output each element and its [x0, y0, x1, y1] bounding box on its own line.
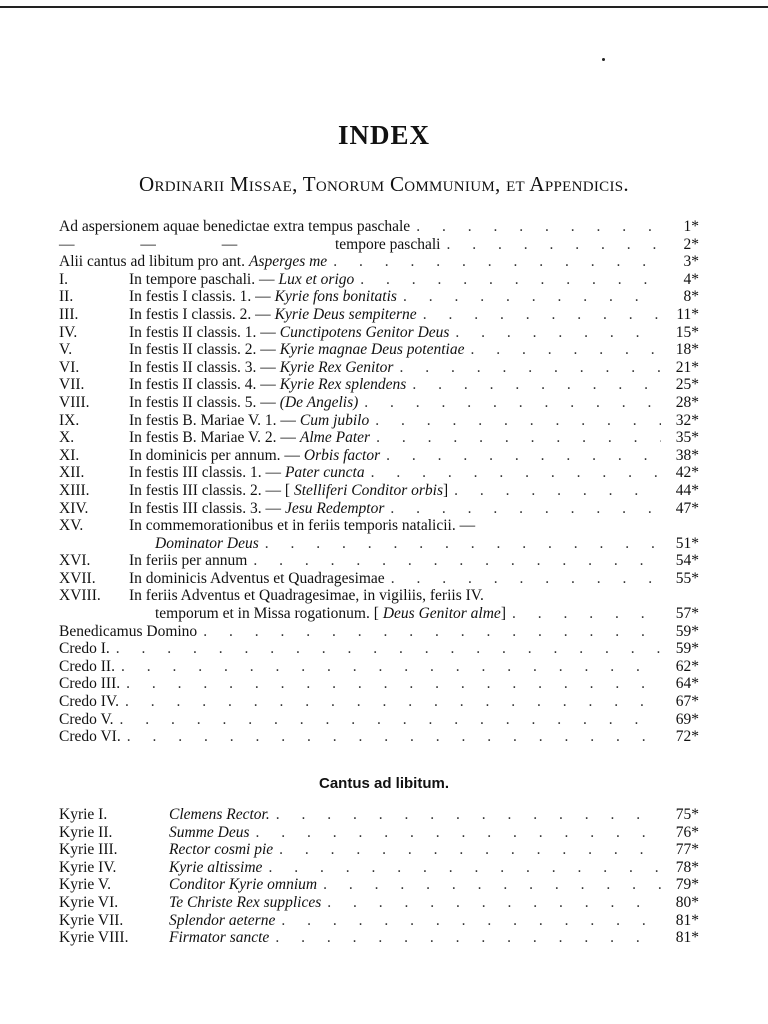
page-number: 2* [683, 235, 699, 253]
entry-title: Kyrie Rex splendens [279, 376, 407, 394]
entry-title: Lux et origo [278, 270, 355, 288]
dot-leader [416, 218, 661, 236]
entry-text: Credo VI. [59, 728, 121, 746]
page-number: 18* [675, 341, 699, 359]
dot-leader [470, 341, 661, 359]
kyrie-number: Kyrie V. [59, 876, 111, 894]
index-entry[interactable] [59, 675, 699, 693]
kyrie-entry[interactable] [59, 876, 699, 894]
dot-leader [127, 728, 661, 746]
kyrie-title: Firmator sancte [169, 929, 270, 947]
dot-leader [454, 482, 661, 500]
dot-leader [412, 376, 661, 394]
dot-leader [423, 306, 661, 324]
entry-number: V. [59, 341, 73, 359]
entry-text: In festis II classis. 1. — [129, 323, 276, 341]
entry-text: In festis II classis. 4. — [129, 376, 276, 394]
entry-number: IX. [59, 411, 80, 429]
entry-text: temporum et in Missa rogationum. [ [155, 605, 379, 623]
page-number: 8* [683, 288, 699, 306]
index-entry[interactable] [59, 253, 699, 271]
kyrie-number: Kyrie VII. [59, 911, 124, 929]
page-number: 35* [675, 429, 699, 447]
page-number: 21* [675, 358, 699, 376]
entry-text: In tempore paschali. — [129, 270, 275, 288]
page-number: 75* [675, 806, 699, 823]
entry-text: Credo V. [59, 710, 114, 728]
kyrie-number: Kyrie VIII. [59, 929, 129, 947]
entry-title: Pater cuncta [284, 464, 365, 482]
dot-leader [323, 876, 661, 894]
page-number: 54* [675, 552, 699, 570]
kyrie-entry[interactable] [59, 859, 699, 877]
dot-leader [391, 570, 661, 588]
entry-title: Stelliferi Conditor orbis [294, 481, 443, 499]
index-entry[interactable] [59, 429, 699, 447]
dot-leader [276, 806, 661, 824]
dot-leader [403, 288, 661, 306]
entry-title: Kyrie Rex Genitor [279, 358, 394, 376]
entry-text: In festis II classis. 3. — [129, 358, 276, 376]
page-number: 3* [683, 253, 699, 271]
entry-text: In festis B. Mariae V. 2. — [129, 429, 296, 447]
index-entry[interactable] [59, 605, 699, 623]
entry-text: Benedicamus Domino [59, 622, 198, 640]
entry-text: In festis B. Mariae V. 1. — [129, 411, 296, 429]
dot-leader [375, 412, 661, 430]
entry-number: II. [59, 288, 74, 306]
entry-title: (De Angelis) [279, 393, 359, 411]
dot-leader [256, 824, 662, 842]
index-entry[interactable] [59, 394, 699, 412]
entry-text: In festis I classis. 2. — [129, 305, 271, 323]
page-number: 76* [675, 823, 699, 841]
dot-leader [116, 640, 661, 658]
entry-number: XVI. [59, 552, 91, 570]
kyrie-number: Kyrie III. [59, 841, 118, 859]
kyrie-number: Kyrie I. [59, 806, 108, 823]
index-entry[interactable] [59, 570, 699, 588]
dot-leader [512, 605, 661, 623]
kyrie-title: Splendor aeterne [169, 911, 276, 929]
entry-title: Cunctipotens Genitor Deus [279, 323, 450, 341]
entry-text: In festis I classis. 1. — [129, 288, 271, 306]
index-entry[interactable] [59, 640, 699, 658]
top-rule [0, 6, 768, 8]
index-entry[interactable] [59, 535, 699, 553]
dot-leader [333, 253, 661, 271]
ink-speck [602, 58, 605, 61]
entry-number: XV. [59, 517, 84, 535]
page-number: 25* [675, 376, 699, 394]
page-number: 77* [675, 841, 699, 859]
page-number: 1* [683, 218, 699, 235]
page-number: 62* [675, 657, 699, 675]
dot-leader [360, 271, 661, 289]
page-number: 78* [675, 858, 699, 876]
page-number: 55* [675, 569, 699, 587]
kyrie-entry[interactable] [59, 894, 699, 912]
index-entry[interactable] [59, 658, 699, 676]
kyrie-entry[interactable] [59, 929, 699, 947]
index-entry[interactable] [59, 218, 699, 236]
dot-leader [279, 841, 661, 859]
entry-title: Kyrie Deus sempiterne [274, 305, 417, 323]
dot-leader [126, 675, 661, 693]
index-entry[interactable] [59, 623, 699, 641]
entry-text: Credo IV. [59, 693, 119, 711]
index-entry[interactable] [59, 236, 699, 254]
entry-number: VI. [59, 358, 80, 376]
page-subtitle: Ordinarii Missae, Tonorum Communium, et Appendicis. [139, 172, 629, 196]
kyrie-title: Conditor Kyrie omnium [169, 876, 318, 894]
page-number: 59* [675, 622, 699, 640]
entry-text: In dominicis per annum. — [129, 446, 300, 464]
kyrie-number: Kyrie IV. [59, 858, 117, 876]
main-index-list [59, 218, 699, 746]
page-number: 28* [675, 393, 699, 411]
kyrie-title: Summe Deus [169, 823, 250, 841]
dot-leader [265, 535, 661, 553]
dot-leader [371, 464, 661, 482]
entry-text: Credo I. [59, 640, 110, 658]
entry-number: IV. [59, 323, 78, 341]
kyrie-title: Te Christe Rex supplices [169, 893, 322, 911]
entry-title: Deus Genitor alme [382, 605, 501, 623]
entry-title: Kyrie fons bonitatis [274, 288, 397, 306]
page-number: 51* [675, 534, 699, 552]
entry-number: X. [59, 429, 75, 447]
page-number: 81* [675, 929, 699, 947]
entry-number: XII. [59, 464, 85, 482]
index-entry[interactable] [59, 464, 699, 482]
dot-leader [268, 859, 661, 877]
page-number: 15* [675, 323, 699, 341]
page-number: 47* [675, 499, 699, 517]
entry-bracket: ] [500, 605, 506, 623]
entry-title: Alme Pater [299, 429, 371, 447]
dot-leader [121, 658, 661, 676]
ad-libitum-heading: Cantus ad libitum. [318, 775, 449, 792]
page-number: 69* [675, 710, 699, 728]
page-number: 79* [675, 876, 699, 894]
entry-text: In festis II classis. 2. — [129, 341, 276, 359]
entry-text: In commemorationibus et in feriis temporis natalicii. — [129, 517, 476, 535]
entry-number: XIV. [59, 499, 89, 517]
dot-leader [364, 394, 661, 412]
kyrie-entry[interactable] [59, 824, 699, 842]
index-entry[interactable] [59, 447, 699, 465]
entry-number: XVII. [59, 569, 96, 587]
entry-text: In festis III classis. 2. — [ [129, 481, 290, 499]
entry-text: In festis II classis. 5. — [129, 393, 276, 411]
index-entry[interactable] [59, 482, 699, 500]
page-number: 57* [675, 605, 699, 623]
page-number: 38* [675, 446, 699, 464]
index-entry[interactable] [59, 728, 699, 746]
index-entry[interactable] [59, 359, 699, 377]
index-entry[interactable] [59, 271, 699, 289]
index-entry[interactable] [59, 306, 699, 324]
page-number: 80* [675, 893, 699, 911]
entry-number: III. [59, 305, 79, 323]
entry-bracket: ] [442, 481, 449, 499]
kyrie-title: Clemens Rector. [169, 806, 270, 823]
entry-title: Asperges me [248, 253, 328, 271]
entry-text: In feriis per annum [129, 552, 248, 570]
dot-leader [455, 324, 661, 342]
dot-leader [399, 359, 661, 377]
page-number: 59* [675, 640, 699, 658]
kyrie-number: Kyrie VI. [59, 893, 119, 911]
entry-title: Jesu Redemptor [284, 499, 385, 517]
page-number: 81* [675, 911, 699, 929]
dot-leader [125, 693, 661, 711]
dot-leader [376, 429, 661, 447]
dot-leader [281, 912, 661, 930]
page-number: 72* [675, 728, 699, 746]
entry-title: Kyrie magnae Deus potentiae [279, 341, 465, 359]
entry-text: In festis III classis. 3. — [129, 499, 281, 517]
ad-libitum-list [59, 806, 699, 947]
dot-leader [446, 236, 661, 254]
kyrie-number: Kyrie II. [59, 823, 113, 841]
index-entry[interactable] [59, 552, 699, 570]
kyrie-entry[interactable] [59, 912, 699, 930]
entry-number: XVIII. [59, 587, 101, 605]
kyrie-title: Kyrie altissime [169, 858, 263, 876]
index-entry[interactable] [59, 324, 699, 342]
entry-text: In feriis Adventus et Quadragesimae, in vigiliis, feriis IV. [129, 587, 484, 605]
page-number: 11* [676, 305, 699, 323]
page-number: 4* [683, 270, 699, 288]
page-number: 64* [675, 675, 699, 693]
kyrie-title: Rector cosmi pie [169, 841, 274, 859]
page-number: 67* [675, 693, 699, 711]
dot-leader [275, 929, 661, 947]
kyrie-entry[interactable] [59, 841, 699, 859]
index-entry[interactable] [59, 376, 699, 394]
dot-leader [327, 894, 661, 912]
dot-leader [253, 552, 661, 570]
index-entry[interactable] [59, 500, 699, 518]
dot-leader [390, 500, 661, 518]
page-title: INDEX [337, 120, 430, 150]
entry-number: VIII. [59, 393, 90, 411]
index-entry[interactable] [59, 341, 699, 359]
kyrie-entry[interactable] [59, 806, 699, 824]
entry-number: — — — [59, 235, 238, 253]
entry-text: Credo III. [59, 675, 121, 693]
index-entry[interactable] [59, 412, 699, 430]
index-entry[interactable] [59, 288, 699, 306]
entry-text: In festis III classis. 1. — [129, 464, 281, 482]
entry-text: Ad aspersionem aquae benedictae extra tempus paschale [59, 218, 411, 235]
index-entry[interactable] [59, 587, 699, 605]
entry-text: tempore paschali [335, 235, 441, 253]
entry-number: XIII. [59, 481, 90, 499]
entry-number: I. [59, 270, 69, 288]
dot-leader [386, 447, 661, 465]
dot-leader [120, 711, 661, 729]
page-number: 42* [675, 464, 699, 482]
page-number: 44* [675, 481, 699, 499]
index-entry[interactable] [59, 693, 699, 711]
entry-number: XI. [59, 446, 80, 464]
index-entry[interactable] [59, 711, 699, 729]
entry-text: Alii cantus ad libitum pro ant. [59, 253, 245, 271]
index-entry[interactable] [59, 517, 699, 535]
entry-title: Orbis factor [303, 446, 381, 464]
entry-number: VII. [59, 376, 85, 394]
entry-title: Dominator Deus [155, 534, 259, 552]
entry-text: Credo II. [59, 657, 115, 675]
dot-leader [203, 623, 661, 641]
entry-title: Cum jubilo [299, 411, 370, 429]
page-number: 32* [675, 411, 699, 429]
entry-text: In dominicis Adventus et Quadragesimae [129, 569, 385, 587]
